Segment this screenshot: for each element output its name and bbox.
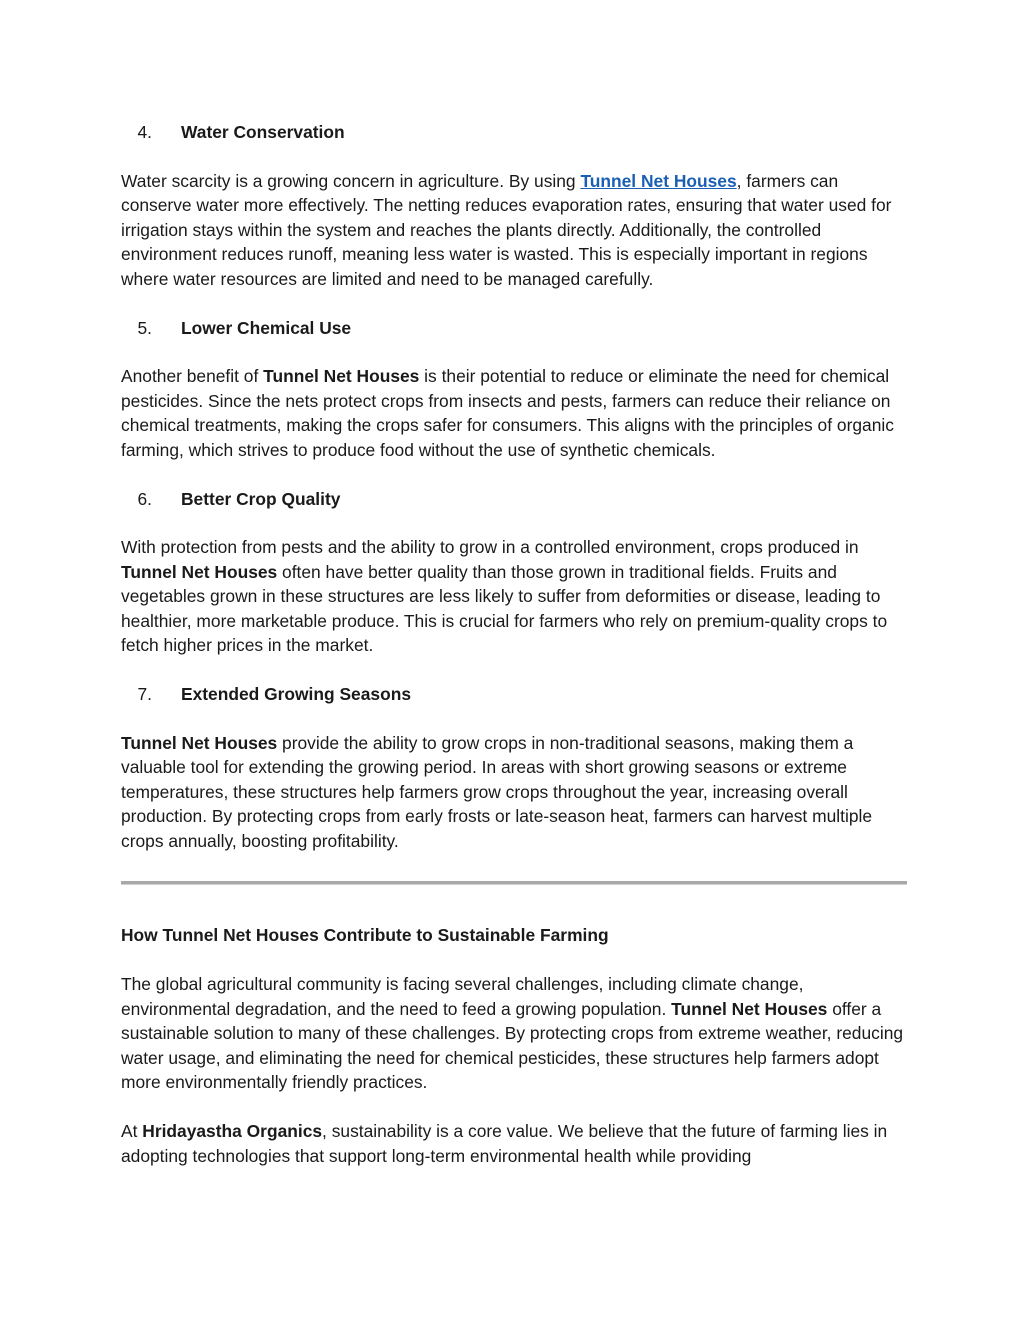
list-number: 5. — [137, 317, 152, 338]
section-title: Water Conservation — [181, 122, 345, 142]
section-heading-lower-chemical-use — [121, 316, 907, 341]
horizontal-divider — [121, 881, 907, 885]
paragraph-better-crop-quality: With protection from pests and the ability to grow in a controlled environment, crops produced in Tunnel Net Houses often have better quality than those grown in traditional fields. Fruits and vegetables grown in these structures are less likely to suffer from deformities or disease, leading to healthier, more marketable produce. This is crucial for farmers who rely on premium-quality crops to fetch higher prices in the market. — [121, 537, 888, 655]
section-heading-water-conservation — [121, 120, 907, 145]
section-heading-extended-growing-seasons — [121, 682, 907, 707]
section-title: Extended Growing Seasons — [181, 684, 411, 704]
paragraph-water-conservation: Water scarcity is a growing concern in agriculture. By using Tunnel Net Houses, farmers can conserve water more effectively. The netting reduces evaporation rates, ensuring that water used for irrigation stays within the system and reaches the plants directly. Additionally, the controlled environment reduces runoff, meaning less water is wasted. This is especially important in regions where water resources are limited and need to be managed carefully. — [121, 170, 892, 289]
section-heading-better-crop-quality — [121, 487, 907, 512]
paragraph-extended-growing-seasons: Tunnel Net Houses provide the ability to grow crops in non-traditional seasons, making them a valuable tool for extending the growing period. In areas with short growing seasons or extreme temperatures, these structures help farmers grow crops throughout the year, increasing overall production. By protecting crops from early frosts or late-season heat, farmers can harvest multiple crops annually, boosting profitability. — [121, 732, 873, 851]
tunnel-net-houses-link[interactable]: Tunnel Net Houses — [580, 170, 737, 191]
list-number: 7. — [137, 684, 152, 704]
list-number: 6. — [137, 488, 152, 509]
sustainable-farming-heading: How Tunnel Net Houses Contribute to Sustainable Farming — [121, 925, 609, 945]
list-number: 4. — [137, 122, 152, 142]
section-title: Better Crop Quality — [181, 488, 341, 509]
paragraph-sustainable-challenges: The global agricultural community is facing several challenges, including climate change, environmental degradation, and the need to feed a growing population. Tunnel Net Houses offer a sustainable solution to many of these challenges. By protecting crops from extreme weather, reducing water usage, and eliminating the need for chemical pesticides, these structures help farmers adopt more environmentally friendly practices. — [121, 974, 904, 1092]
section-title: Lower Chemical Use — [181, 317, 352, 338]
paragraph-lower-chemical-use: Another benefit of Tunnel Net Houses is their potential to reduce or eliminate the need for chemical pesticides. Since the nets protect crops from insects and pests, farmers can reduce their reliance on chemical treatments, making the crops safer for consumers. This aligns with the principles of organic farming, which strives to produce food without the use of synthetic chemicals. — [121, 366, 894, 460]
paragraph-hridayastha: At Hridayastha Organics, sustainability is a core value. We believe that the future of farming lies in adopting technologies that support long-term environmental health while providing — [121, 1121, 888, 1166]
document-page — [121, 120, 907, 1193]
